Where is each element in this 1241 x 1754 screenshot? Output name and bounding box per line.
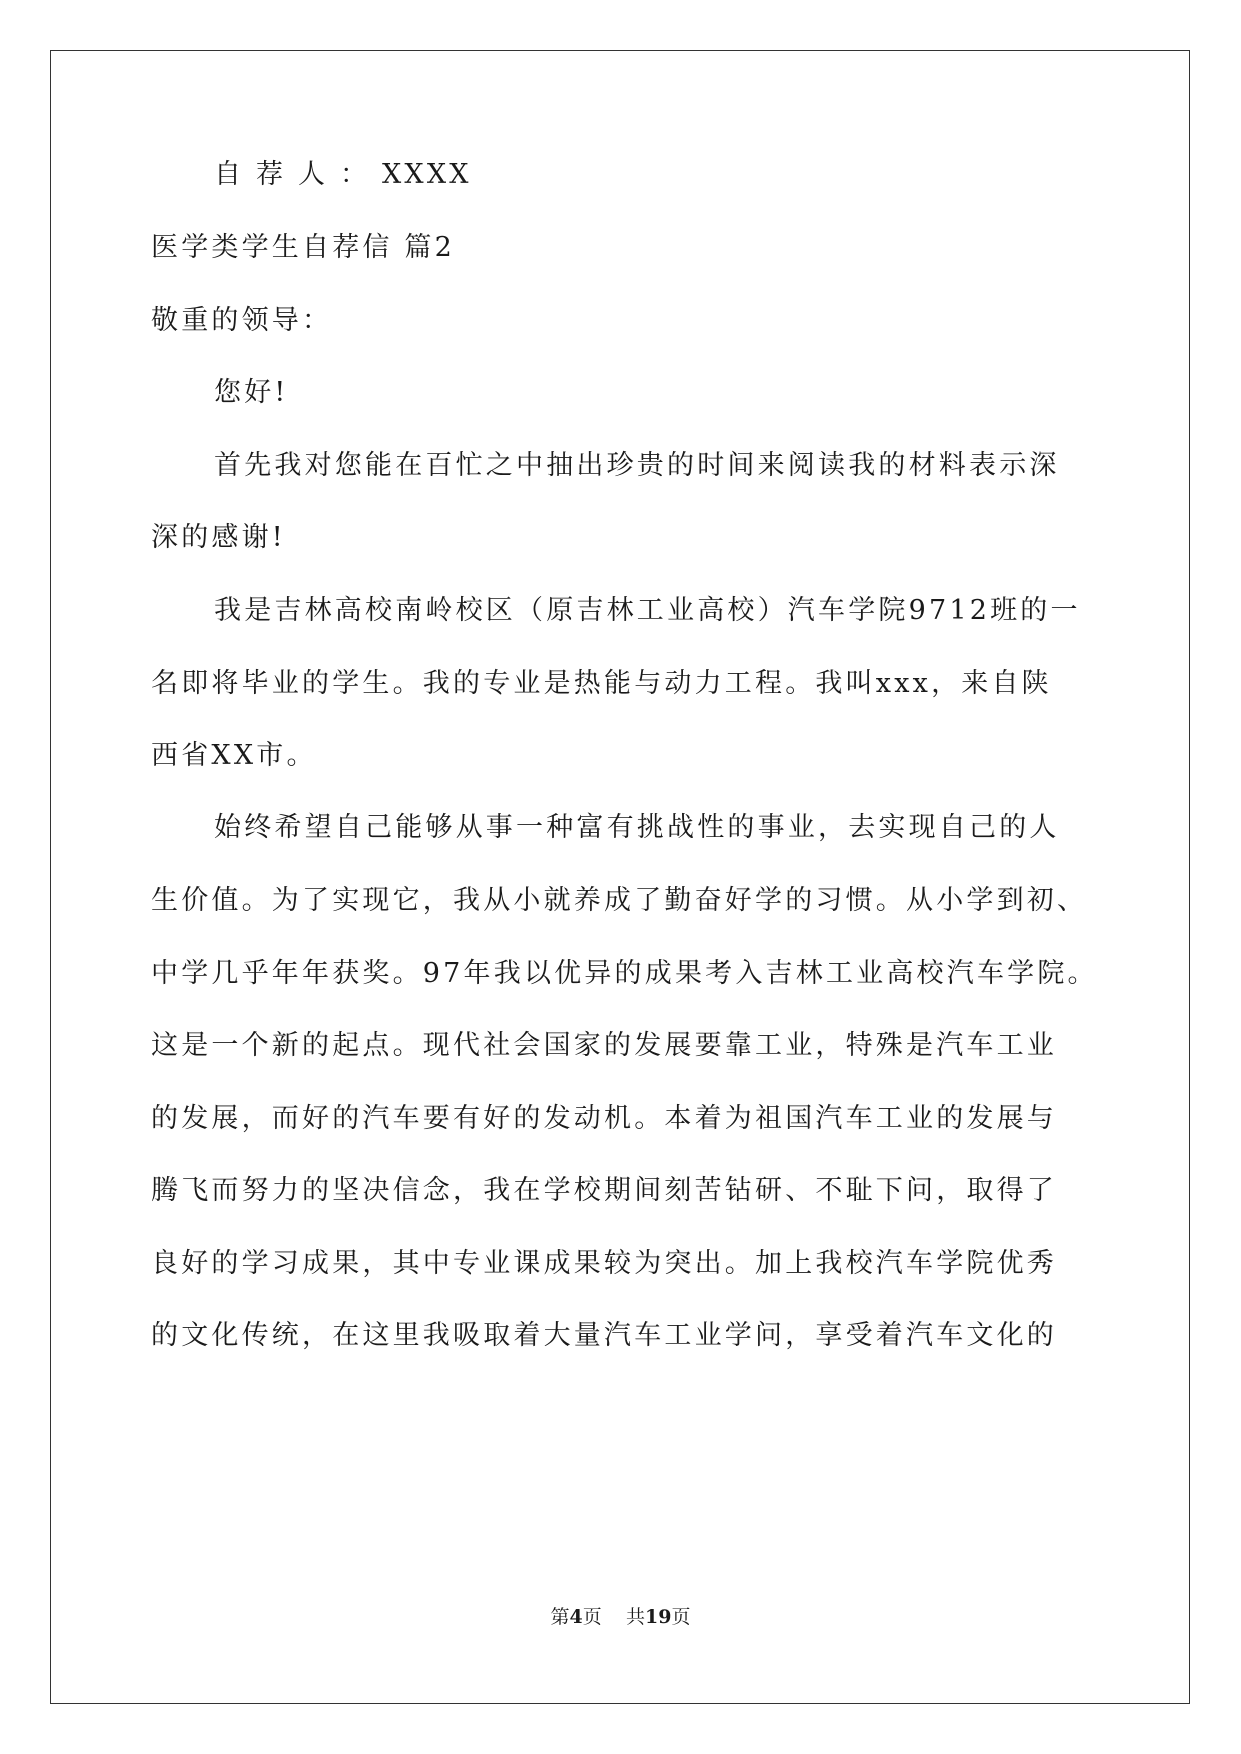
letter-heading: 医学类学生自荐信 篇2 xyxy=(151,232,455,263)
paragraph-line: 这是一个新的起点。现代社会国家的发展要靠工业，特殊是汽车工业 xyxy=(151,1030,1057,1061)
page-footer xyxy=(0,1604,1241,1630)
paragraph-line: 生价值。为了实现它，我从小就养成了勤奋好学的习惯。从小学到初、 xyxy=(151,885,1088,916)
paragraph-line: 我是吉林高校南岭校区（原吉林工业高校）汽车学院9712班的一 xyxy=(214,595,1081,626)
paragraph-line: 的文化传统，在这里我吸取着大量汽车工业学问，享受着汽车文化的 xyxy=(151,1320,1057,1351)
paragraph-line: 的发展，而好的汽车要有好的发动机。本着为祖国汽车工业的发展与 xyxy=(151,1103,1057,1134)
total-suffix: 页 xyxy=(671,1606,691,1628)
paragraph-line: 良好的学习成果，其中专业课成果较为突出。加上我校汽车学院优秀 xyxy=(151,1248,1057,1279)
page-border xyxy=(50,50,1190,1704)
total-prefix: 共 xyxy=(625,1606,645,1628)
paragraph-line: 中学几乎年年获奖。97年我以优异的成果考入吉林工业高校汽车学院。 xyxy=(151,958,1098,989)
paragraph-line: 首先我对您能在百忙之中抽出珍贵的时间来阅读我的材料表示深 xyxy=(214,450,1060,481)
signature-value: XXXX xyxy=(382,159,472,190)
page-number: 4 xyxy=(569,1606,583,1628)
total-pages: 19 xyxy=(644,1606,672,1628)
salutation: 敬重的领导： xyxy=(151,305,333,336)
page-suffix: 页 xyxy=(582,1606,602,1628)
paragraph-line: 始终希望自己能够从事一种富有挑战性的事业，去实现自己的人 xyxy=(214,812,1060,843)
page-prefix: 第 xyxy=(550,1606,570,1628)
signature-line xyxy=(214,155,472,195)
paragraph-line: 名即将毕业的学生。我的专业是热能与动力工程。我叫xxx，来自陕 xyxy=(151,668,1052,699)
paragraph-line: 腾飞而努力的坚决信念，我在学校期间刻苦钻研、不耻下问，取得了 xyxy=(151,1175,1057,1206)
paragraph-line: 深的感谢! xyxy=(151,522,286,553)
greeting: 您好! xyxy=(214,377,289,408)
paragraph-line: 西省XX市。 xyxy=(151,740,317,771)
signature-label: 自荐人： xyxy=(214,159,382,190)
